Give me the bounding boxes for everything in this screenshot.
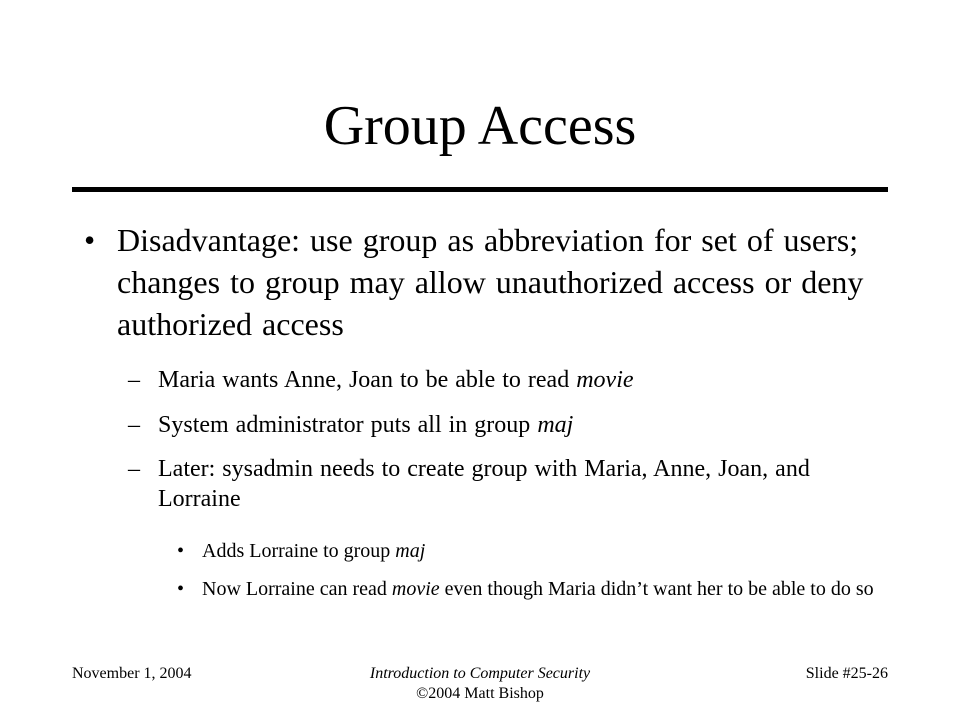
sub-bullet-italic: movie bbox=[576, 367, 634, 393]
sub-bullet-text: Maria wants Anne, Joan to be able to read bbox=[158, 367, 577, 393]
slide-title: Group Access bbox=[323, 95, 637, 157]
sub-sub-bullet-text-after: even though Maria didn’t want her to be able to do so bbox=[439, 578, 874, 600]
footer-slide-number: Slide #25-26 bbox=[805, 665, 888, 682]
sub-sub-bullet-now-lorraine bbox=[177, 576, 882, 602]
sub-bullet-later-sysadmin bbox=[128, 454, 838, 514]
sub-bullet-marker: – bbox=[128, 456, 140, 482]
footer-course: Introduction to Computer Security bbox=[369, 665, 591, 682]
sub-sub-bullet-marker: • bbox=[177, 540, 185, 562]
footer-copyright: ©2004 Matt Bishop bbox=[416, 685, 544, 702]
sub-sub-bullet-adds-lorraine bbox=[177, 538, 892, 564]
title-underline bbox=[72, 187, 888, 192]
sub-sub-bullet-text: Adds Lorraine to group bbox=[202, 540, 396, 562]
sub-bullet-italic: maj bbox=[537, 412, 574, 438]
sub-sub-bullet-text: Now Lorraine can read bbox=[202, 578, 392, 600]
sub-bullet-text: System administrator puts all in group bbox=[158, 412, 538, 438]
bullet-disadvantage bbox=[84, 219, 887, 345]
sub-sub-bullet-italic: maj bbox=[395, 540, 426, 562]
sub-sub-bullet-marker: • bbox=[177, 578, 185, 600]
footer-date: November 1, 2004 bbox=[72, 665, 192, 682]
sub-bullet-marker: – bbox=[128, 367, 140, 393]
sub-bullet-text: Later: sysadmin needs to create group with Maria, Anne, Joan, and Lorraine bbox=[158, 456, 810, 512]
bullet-marker: • bbox=[84, 222, 96, 258]
sub-bullet-marker: – bbox=[128, 412, 140, 438]
sub-sub-bullet-italic: movie bbox=[391, 578, 440, 600]
sub-bullet-maria-wants bbox=[128, 365, 878, 395]
bullet-text: Disadvantage: use group as abbreviation for set of users; changes to group may allow unauthorized access or deny authorized access bbox=[117, 222, 864, 342]
sub-bullet-sysadmin-group bbox=[128, 410, 878, 440]
